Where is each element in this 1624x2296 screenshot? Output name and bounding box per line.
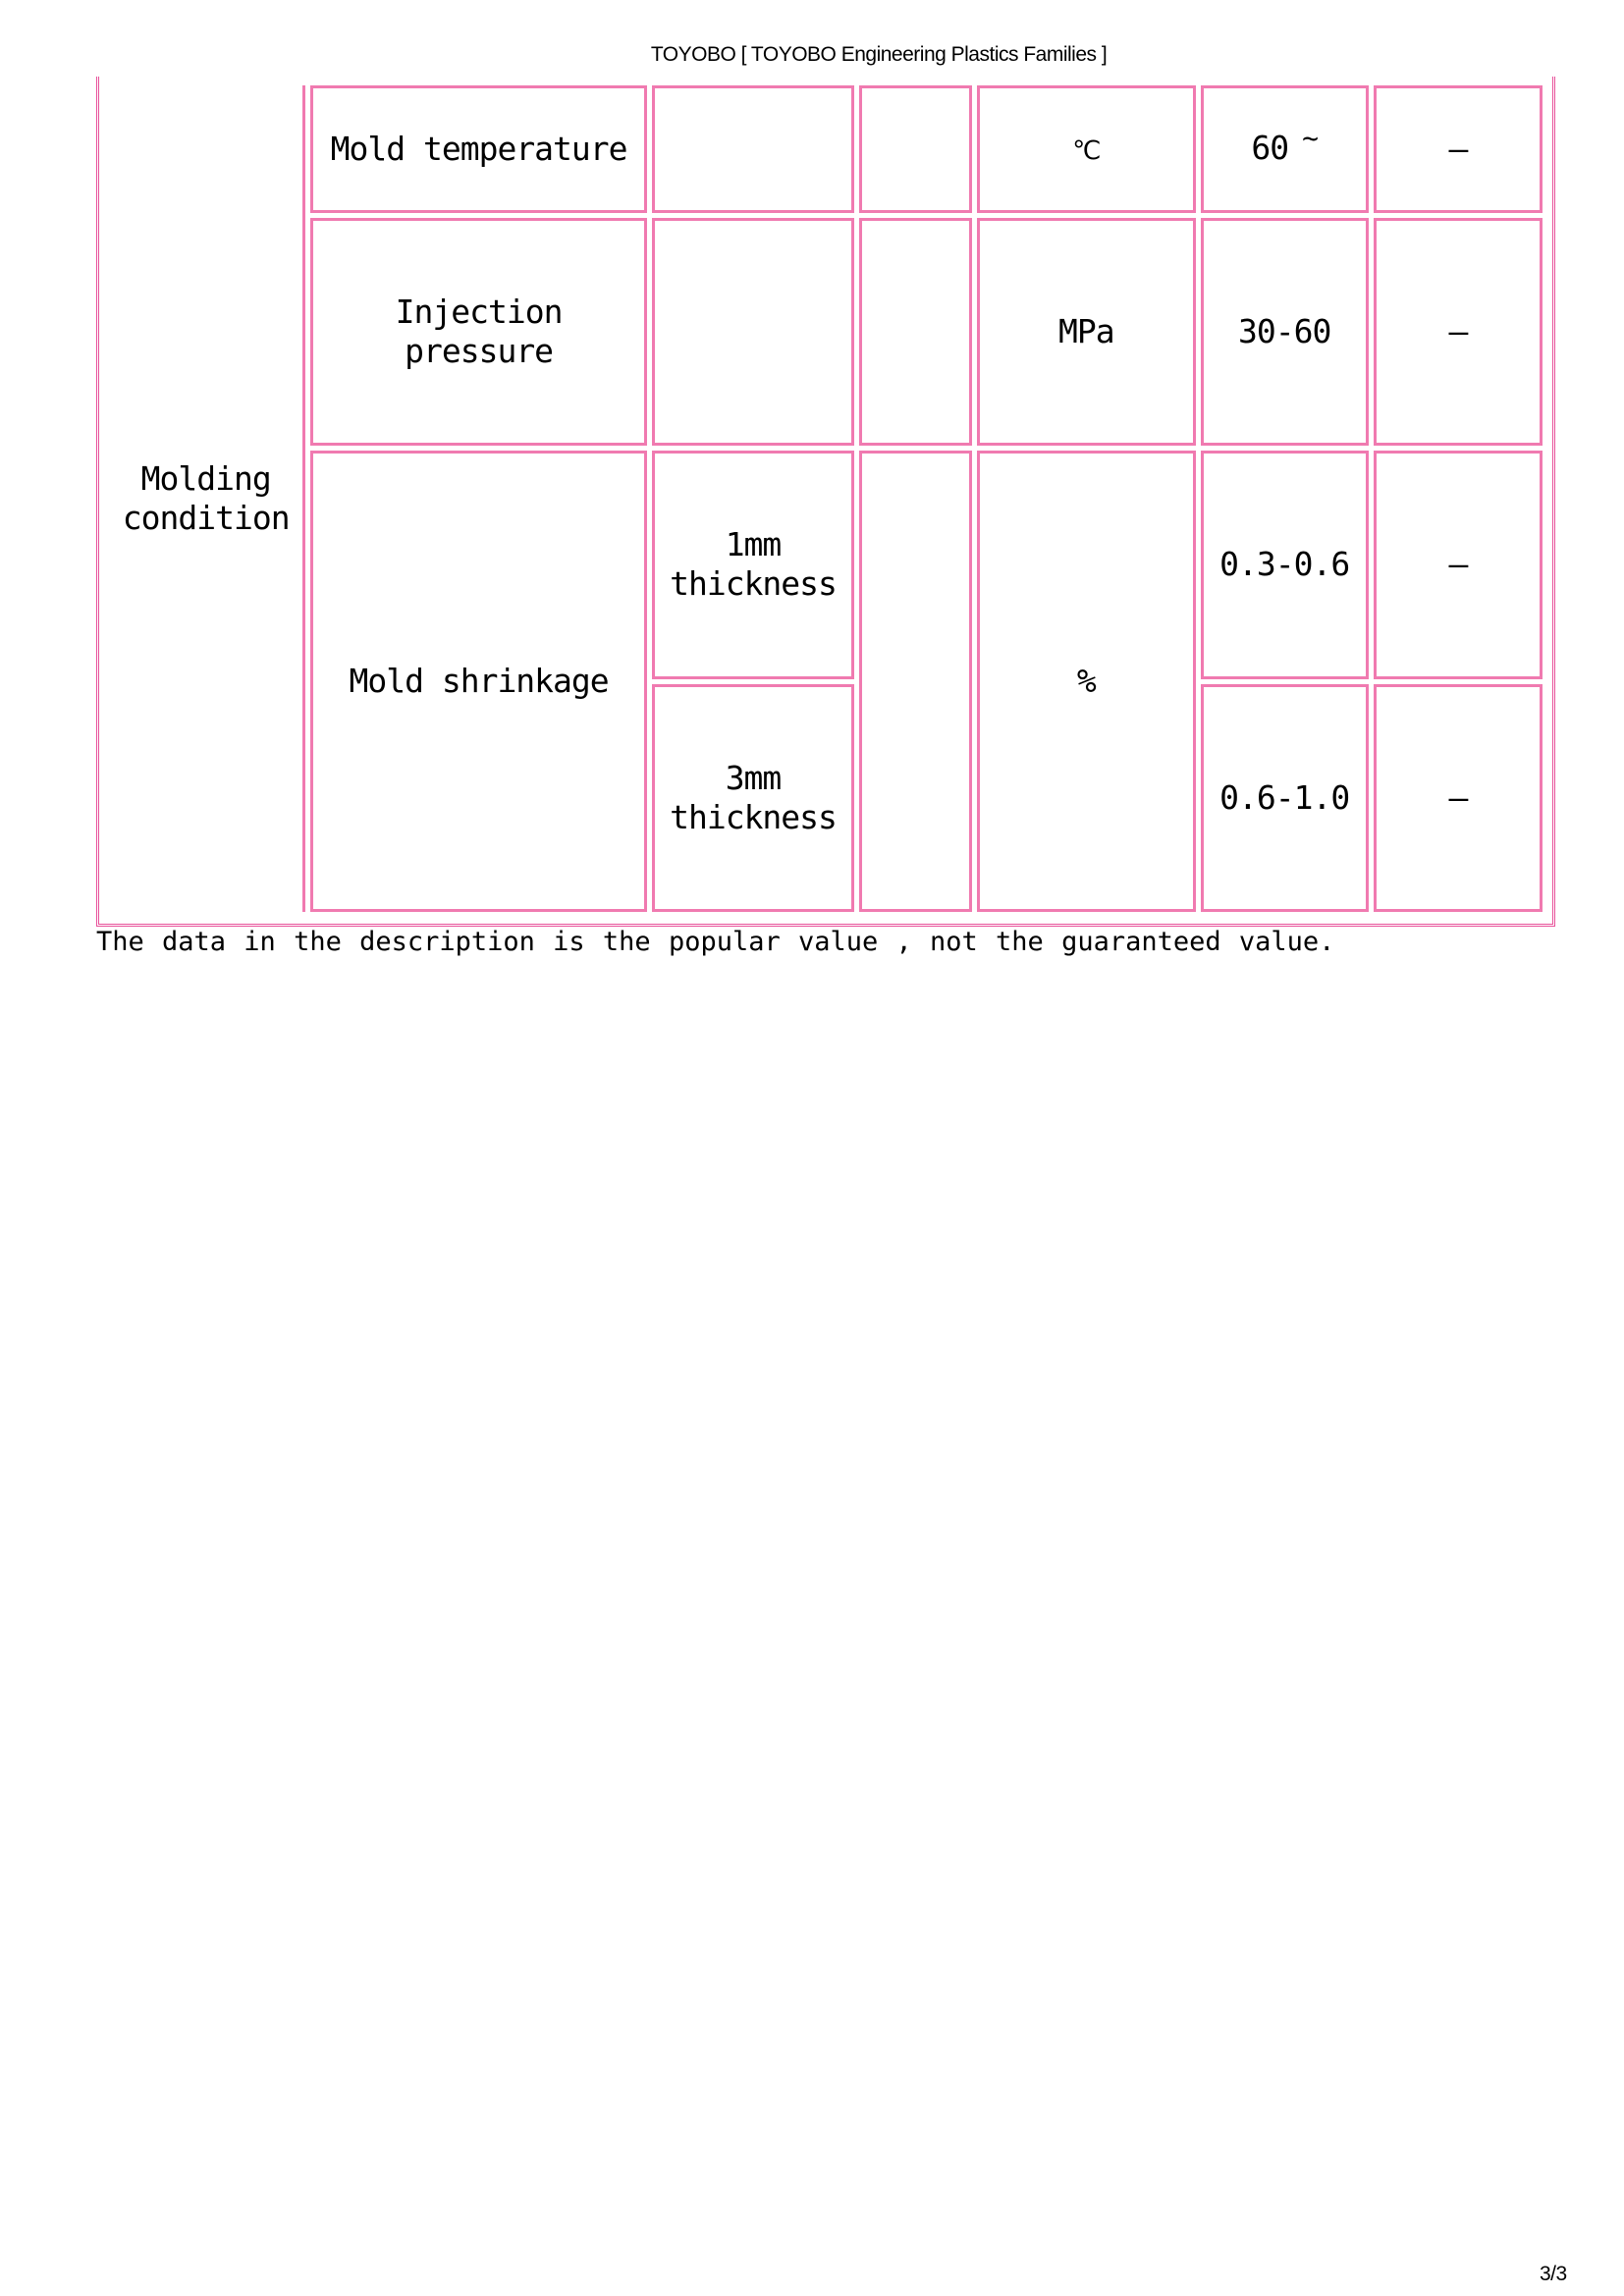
property-label: Mold shrinkage [349, 662, 609, 701]
other-label: – [1448, 777, 1468, 817]
group-label-line2: condition [122, 499, 290, 537]
group-label-line1: Molding [140, 459, 271, 498]
condition-line2: thickness [670, 564, 837, 604]
page-number: 3/3 [1540, 2263, 1567, 2285]
other-label: – [1448, 545, 1468, 584]
condition-line1: 3mm [725, 758, 782, 797]
value-cell [1201, 451, 1369, 678]
other-cell [1374, 218, 1543, 446]
property-label: Injection pressure [395, 292, 563, 370]
standard-cell [859, 218, 972, 446]
table-row [109, 85, 1543, 213]
value-suffix: ~ [1302, 121, 1318, 154]
value-cell [1201, 684, 1369, 912]
unit-label: MPa [1057, 311, 1114, 350]
standard-cell [859, 85, 972, 213]
value-cell [1201, 218, 1369, 446]
value-label: 0.6-1.0 [1219, 777, 1350, 817]
other-label: – [1448, 311, 1468, 350]
property-cell [310, 85, 646, 213]
footnote: The data in the description is the popular value , not the guaranteed value. [96, 927, 1335, 957]
condition-cell [652, 684, 854, 912]
page-header: TOYOBO [ TOYOBO Engineering Plastics Families ] [650, 43, 1108, 66]
value-label: 0.3-0.6 [1219, 545, 1350, 584]
other-cell [1374, 684, 1543, 912]
condition-line1: 1mm [725, 525, 782, 564]
value-label: 30-60 [1237, 311, 1331, 350]
condition-cell [652, 218, 854, 446]
other-cell [1374, 85, 1543, 213]
value-cell [1201, 85, 1369, 213]
group-label-cell [109, 85, 305, 912]
unit-label: ℃ [1072, 134, 1101, 165]
standard-cell [859, 451, 972, 912]
table-row [109, 218, 1543, 446]
spec-table-frame [96, 77, 1555, 927]
table-row [109, 451, 1543, 678]
property-cell [310, 218, 646, 446]
unit-cell [977, 85, 1196, 213]
other-label: – [1448, 129, 1468, 168]
unit-cell [977, 218, 1196, 446]
condition-line2: thickness [670, 797, 837, 836]
unit-cell [977, 451, 1196, 912]
property-label: Mold temperature [330, 129, 627, 168]
condition-cell [652, 85, 854, 213]
property-cell [310, 451, 646, 912]
value-label: 60 [1251, 128, 1289, 167]
unit-label: % [1076, 662, 1096, 701]
molding-condition-table [104, 80, 1547, 917]
other-cell [1374, 451, 1543, 678]
condition-cell [652, 451, 854, 678]
